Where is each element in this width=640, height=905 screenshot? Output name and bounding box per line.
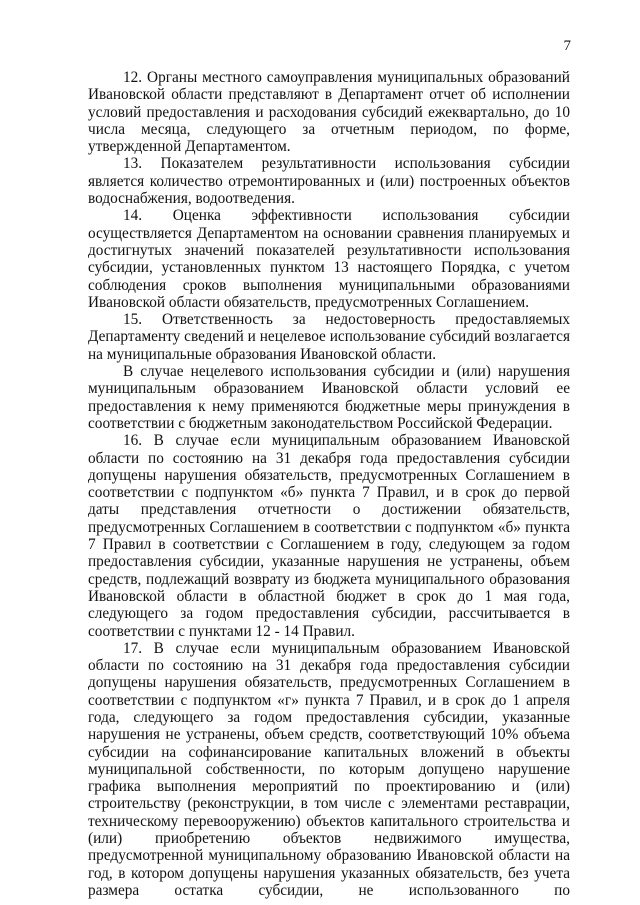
paragraph-15-continuation: В случае нецелевого использования субсидии и (или) нарушения муниципальным образованием Ивановской области условий ее предоставления к нему применяются бюджетные меры принуждения в соответствии с бюджетным законодательством Российской Федерации. <box>88 363 570 432</box>
paragraph-14: 14. Оценка эффективности использования субсидии осуществляется Департаментом на основании сравнения планируемых и достигнутых значений показателей результативности использования субсидии, установленных пунктом 13 настоящего Порядка, с учетом соблюдения сроков выполнения муниципальными образованиями Ивановской области обязательств, предусмотренных Соглашением. <box>88 207 570 311</box>
page-number: 7 <box>563 38 571 54</box>
paragraph-13: 13. Показателем результативности использования субсидии является количество отремонтированных и (или) построенных объектов водоснабжения, водоотведения. <box>88 155 570 208</box>
paragraph-16: 16. В случае если муниципальным образованием Ивановской области по состоянию на 31 декабря года предоставления субсидии допущены нарушения обязательств, предусмотренных Соглашением в соответствии с подпунктом «б» пункта 7 Правил, и в срок до первой даты представления отчетности о достижении обязательств, предусмотренных Соглашением в соответствии с подпунктом «б» пункта 7 Правил в соответствии с Соглашением в году, следующем за годом предоставления субсидии, указанные нарушения не устранены, объем средств, подлежащий возврату из бюджета муниципального образования Ивановской области в областной бюджет в срок до 1 мая года, следующего за годом предоставления субсидии, рассчитывается в соответствии с пунктами 12 - 14 Правил. <box>88 432 570 640</box>
document-body <box>88 69 570 899</box>
paragraph-12: 12. Органы местного самоуправления муниципальных образований Ивановской области представляют в Департамент отчет об исполнении условий предоставления и расходования субсидий ежеквартально, до 10 числа месяца, следующего за отчетным периодом, по форме, утвержденной Департаментом. <box>88 69 570 156</box>
paragraph-17: 17. В случае если муниципальным образованием Ивановской области по состоянию на 31 декабря года предоставления субсидии допущены нарушения обязательств, предусмотренных Соглашением в соответствии с подпунктом «г» пункта 7 Правил, и в срок до 1 апреля года, следующего за годом предоставления субсидии, указанные нарушения не устранены, объем средств, соответствующий 10% объема субсидии на софинансирование капитальных вложений в объекты муниципальной собственности, по которым допущено нарушение графика выполнения мероприятий по проектированию и (или) строительству (реконструкции, в том числе с элементами реставрации, техническому перевооружению) объектов капитального строительства и (или) приобретению объектов недвижимого имущества, предусмотренной муниципальному образованию Ивановской области на год, в котором допущены нарушения указанных обязательств, без учета размера остатка субсидии, не использованного по <box>88 639 570 899</box>
paragraph-15: 15. Ответственность за недостоверность предоставляемых Департаменту сведений и нецелевое использование субсидий возлагается на муниципальные образования Ивановской области. <box>88 311 570 363</box>
